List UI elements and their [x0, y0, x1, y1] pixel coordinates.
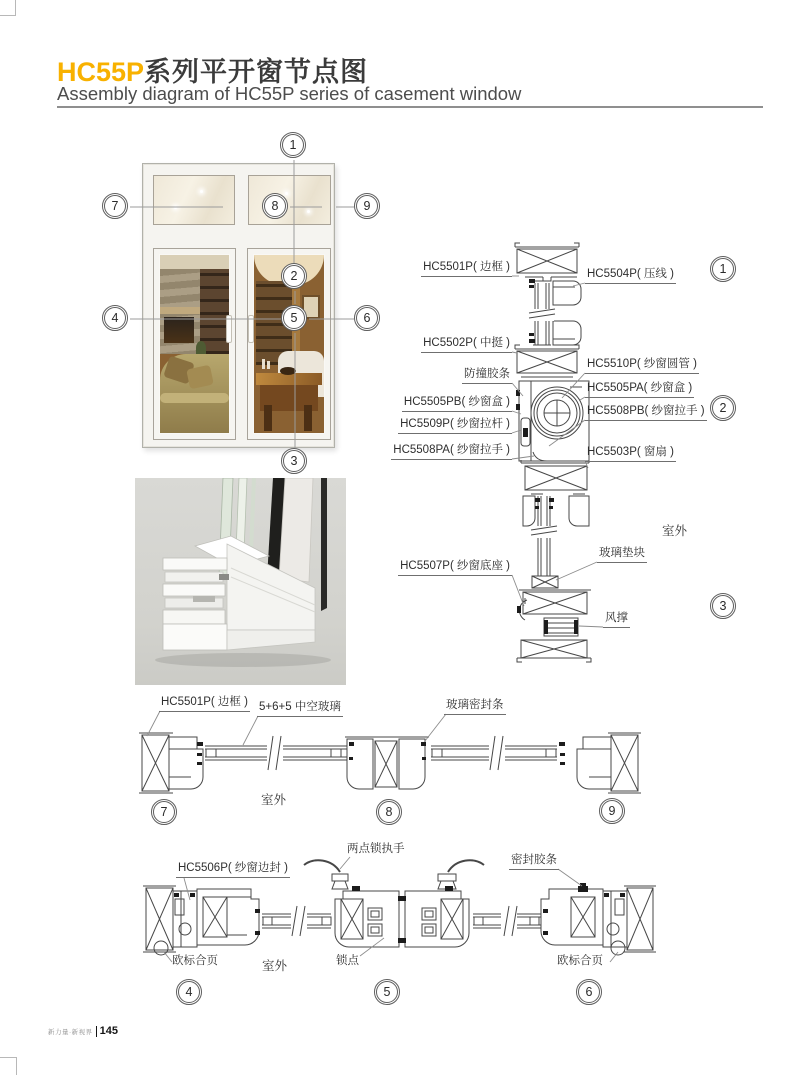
label-hc5506p-screen-edge: HC5506P( 纱窗边封 )	[176, 862, 290, 878]
overview-marker-7-number: 7	[104, 195, 126, 217]
label-outdoor-bottom-section: 室外	[262, 959, 288, 973]
bottom-marker-6-number: 6	[578, 981, 600, 1003]
label-hc5502p-mullion: HC5502P( 中挺 )	[421, 337, 512, 353]
label-glass-block: 玻璃垫块	[597, 547, 647, 563]
overview-marker-4-number: 4	[104, 307, 126, 329]
page-title-main: 系列平开窗节点图	[144, 57, 369, 87]
overview-marker-6-number: 6	[356, 307, 378, 329]
label-glass-seal: 玻璃密封条	[444, 699, 506, 715]
bottom-marker-5-number: 5	[376, 981, 398, 1003]
label-seal-strip: 密封胶条	[509, 854, 559, 870]
label-wind-brace: 风撑	[603, 612, 630, 628]
vertical-marker-3-number: 3	[712, 595, 734, 617]
label-hc5504p-bead: HC5504P( 压线 )	[585, 268, 676, 284]
top-section-marker-8	[376, 799, 402, 825]
overview-marker-9-number: 9	[356, 195, 378, 217]
top-section-marker-7	[151, 799, 177, 825]
overview-marker-1-number: 1	[282, 134, 304, 156]
horizontal-section-top-drawing	[139, 733, 641, 793]
page-title-accent: HC55P	[57, 57, 145, 87]
overview-marker-3	[281, 448, 307, 474]
overview-marker-9	[354, 193, 380, 219]
vertical-marker-2-number: 2	[712, 397, 734, 419]
overview-marker-5-number: 5	[283, 307, 305, 329]
label-hc5501p-frame: HC5501P( 边框 )	[421, 261, 512, 277]
overview-marker-4	[102, 305, 128, 331]
label-hc5505pb-screen-box: HC5505PB( 纱窗盒 )	[402, 396, 512, 412]
overview-marker-8-number: 8	[264, 195, 286, 217]
label-hc5510p-screen-tube: HC5510P( 纱窗圆管 )	[585, 358, 699, 374]
label-hc5501p-frame-top-section: HC5501P( 边框 )	[159, 696, 250, 712]
label-bumper-strip: 防撞胶条	[462, 368, 512, 384]
label-lock-point: 锁点	[336, 955, 359, 967]
top-marker-8-number: 8	[378, 801, 400, 823]
top-marker-9-number: 9	[601, 800, 623, 822]
page-footer	[48, 1026, 118, 1037]
bottom-section-marker-4	[176, 979, 202, 1005]
vertical-marker-1-number: 1	[712, 258, 734, 280]
overview-marker-1	[280, 132, 306, 158]
overview-marker-3-number: 3	[283, 450, 305, 472]
label-hc5508pa-screen-pull: HC5508PA( 纱窗拉手 )	[391, 444, 512, 460]
vertical-section-marker-3	[710, 593, 736, 619]
overview-callout-lines	[130, 160, 354, 448]
label-hc5503p-sash: HC5503P( 窗扇 )	[585, 446, 676, 462]
overview-marker-8	[262, 193, 288, 219]
page-subtitle: Assembly diagram of HC55P series of casement window	[57, 83, 522, 104]
top-section-marker-9	[599, 798, 625, 824]
overview-marker-2-number: 2	[283, 265, 305, 287]
footer-page-number: 145	[96, 1026, 118, 1037]
label-hc5508pb-screen-pull: HC5508PB( 纱窗拉手 )	[585, 405, 707, 421]
label-hc5505pa-screen-box: HC5505PA( 纱窗盒 )	[585, 382, 694, 398]
vertical-section-marker-2	[710, 395, 736, 421]
label-euro-hinge-left: 欧标合页	[172, 955, 218, 967]
overview-marker-6	[354, 305, 380, 331]
vertical-section-marker-1	[710, 256, 736, 282]
label-two-point-lock-handle: 两点锁执手	[347, 843, 405, 855]
footer-brand: 新力量·新视界	[48, 1029, 93, 1036]
label-euro-hinge-right: 欧标合页	[557, 955, 603, 967]
label-insulated-glass: 5+6+5 中空玻璃	[257, 701, 343, 717]
label-outdoor-top-section: 室外	[261, 793, 287, 807]
label-hc5507p-screen-base: HC5507P( 纱窗底座 )	[398, 560, 512, 576]
label-outdoor-vertical: 室外	[662, 524, 688, 538]
overview-marker-7	[102, 193, 128, 219]
vertical-section-drawing	[515, 243, 591, 662]
bottom-section-marker-6	[576, 979, 602, 1005]
overview-marker-5	[281, 305, 307, 331]
bottom-section-marker-5	[374, 979, 400, 1005]
top-marker-7-number: 7	[153, 801, 175, 823]
label-hc5509p-screen-rod: HC5509P( 纱窗拉杆 )	[398, 418, 512, 434]
bottom-marker-4-number: 4	[178, 981, 200, 1003]
overview-marker-2	[281, 263, 307, 289]
